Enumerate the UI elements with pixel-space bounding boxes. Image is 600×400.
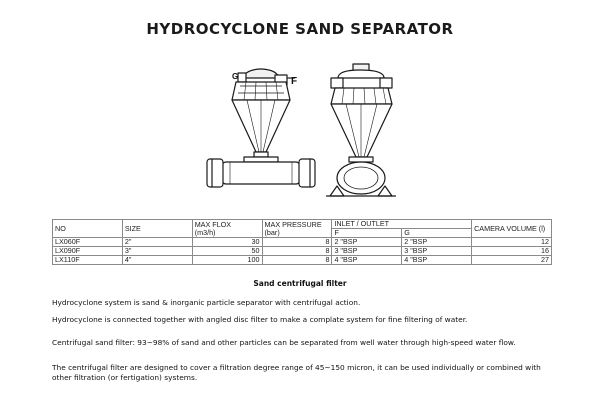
front-view-drawing bbox=[326, 64, 396, 196]
header-max-pressure: MAX PRESSURE (bar) bbox=[262, 220, 332, 238]
cell-pressure: 8 bbox=[262, 247, 332, 256]
header-no: NO bbox=[53, 220, 123, 238]
cell-inlet-f: 3 "BSP bbox=[332, 247, 402, 256]
side-view-drawing bbox=[207, 69, 315, 187]
header-size: SIZE bbox=[122, 220, 192, 238]
cell-inlet-f: 4 "BSP bbox=[332, 256, 402, 265]
label-g: G bbox=[232, 72, 239, 81]
section-caption: Sand centrifugal filter bbox=[253, 279, 347, 288]
cell-volume: 16 bbox=[472, 247, 552, 256]
page-title: HYDROCYCLONE SAND SEPARATOR bbox=[146, 20, 454, 38]
cell-inlet-g: 4 "BSP bbox=[402, 256, 472, 265]
cell-flow: 30 bbox=[192, 238, 262, 247]
header-camera-volume: CAMERA VOLUME (l) bbox=[472, 220, 552, 238]
product-drawings bbox=[0, 60, 600, 210]
description-paragraph: Centrifugal sand filter: 93~98% of sand and other particles can be separated from well water through high-speed water flow. bbox=[52, 338, 516, 347]
cell-pressure: 8 bbox=[262, 238, 332, 247]
specifications-table bbox=[52, 219, 552, 265]
cell-no: LX060F bbox=[53, 238, 123, 247]
description-paragraph: Hydrocyclone is connected together with angled disc filter to make a complate system for fine filtering of water. bbox=[52, 315, 468, 324]
table-header-row bbox=[53, 220, 552, 229]
cell-no: LX110F bbox=[53, 256, 123, 265]
header-inlet-g: G bbox=[402, 229, 472, 238]
hydrocyclone-drawings bbox=[0, 60, 600, 210]
header-inlet-f: F bbox=[332, 229, 402, 238]
description-paragraph: Hydrocyclone system is sand & inorganic particle separator with centrifugal action. bbox=[52, 298, 361, 307]
description-paragraph: The centrifugal filter are designed to cover a filtration degree range of 45~150 micron, it can be used individually or combined with other filtration (or fertigation) systems. bbox=[52, 363, 541, 382]
cell-flow: 100 bbox=[192, 256, 262, 265]
label-f: F bbox=[291, 76, 298, 87]
cell-volume: 12 bbox=[472, 238, 552, 247]
cell-no: LX090F bbox=[53, 247, 123, 256]
cell-inlet-g: 3 "BSP bbox=[402, 247, 472, 256]
cell-pressure: 8 bbox=[262, 256, 332, 265]
cell-inlet-g: 2 "BSP bbox=[402, 238, 472, 247]
cell-size: 4" bbox=[122, 256, 192, 265]
cell-flow: 50 bbox=[192, 247, 262, 256]
cell-volume: 27 bbox=[472, 256, 552, 265]
header-inlet-outlet: INLET / OUTLET bbox=[332, 220, 472, 229]
cell-inlet-f: 2 "BSP bbox=[332, 238, 402, 247]
table-row bbox=[53, 256, 552, 265]
cell-size: 2" bbox=[122, 238, 192, 247]
header-max-flow: MAX FLOX (m3/h) bbox=[192, 220, 262, 238]
cell-size: 3" bbox=[122, 247, 192, 256]
